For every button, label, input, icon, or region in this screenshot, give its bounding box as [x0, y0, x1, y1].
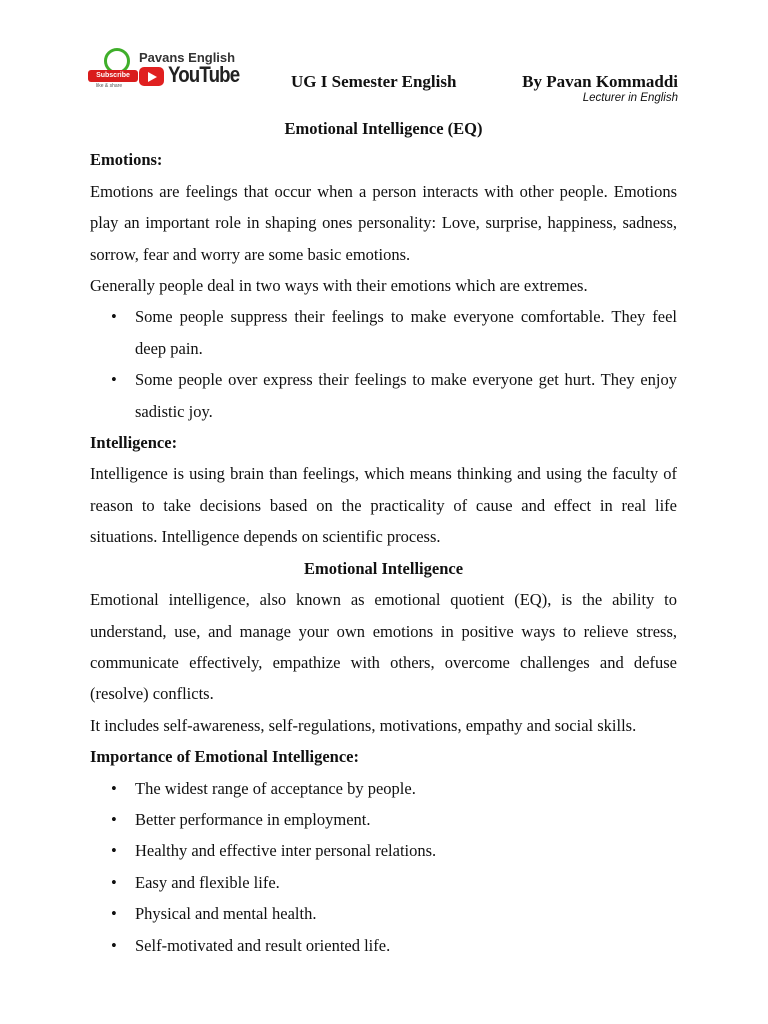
list-item: • Physical and mental health.: [135, 898, 677, 929]
intelligence-heading: Intelligence:: [90, 433, 178, 453]
list-item: • Self-motivated and result oriented life.: [135, 930, 677, 961]
channel-logo: [88, 44, 238, 96]
page-title: Emotional Intelligence (EQ): [284, 119, 483, 138]
list-item: • Some people suppress their feelings to make everyone comfortable. They feel deep pain.: [135, 301, 677, 364]
list-item: • The widest range of acceptance by people.: [135, 773, 677, 804]
course-title: UG I Semester English: [291, 72, 457, 91]
author-name: By Pavan Kommaddi: [522, 72, 678, 91]
emotions-heading: Emotions:: [90, 150, 163, 170]
author-role: Lecturer in English: [582, 92, 678, 104]
emotions-paragraph: Emotions are feelings that occur when a person interacts with other people. Emotions play an important role in shaping ones personality: Love, surprise, happiness, sadness, sorrow, fear and worry are some basic emotions.: [90, 181, 677, 264]
ei-includes-paragraph: It includes self-awareness, self-regulations, motivations, empathy and social skills.: [90, 715, 637, 735]
list-item: • Easy and flexible life.: [135, 867, 677, 898]
logo-brand-text: Pavans English: [139, 50, 236, 65]
intelligence-paragraph: Intelligence is using brain than feelings, which means thinking and using the faculty of reason to take decisions based on the practicality of cause and effect in real life situations. Intelligence depends on scientific process.: [90, 464, 677, 547]
importance-list: [90, 773, 677, 961]
emotions-ways-paragraph: Generally people deal in two ways with their emotions which are extremes.: [90, 276, 588, 296]
list-item: • Better performance in employment.: [135, 804, 677, 835]
youtube-play-icon: [139, 67, 164, 86]
youtube-wordmark: YouTube: [168, 62, 240, 87]
like-share-text: like & share: [96, 83, 123, 89]
list-item: • Some people over express their feelings to make everyone get hurt. They enjoy sadistic joy.: [135, 364, 677, 427]
subscribe-badge: Subscribe: [88, 70, 138, 82]
ei-heading: Emotional Intelligence: [303, 558, 464, 578]
list-item: • Healthy and effective inter personal relations.: [135, 835, 677, 866]
document-body: [90, 113, 677, 961]
emotions-list: [90, 301, 677, 427]
importance-heading: Importance of Emotional Intelligence:: [90, 747, 360, 767]
ei-paragraph: Emotional intelligence, also known as emotional quotient (EQ), is the ability to understand, use, and manage your own emotions in positive ways to relieve stress, communicate effectively, empathize with others, overcome challenges and defuse (resolve) conflicts.: [90, 590, 677, 704]
